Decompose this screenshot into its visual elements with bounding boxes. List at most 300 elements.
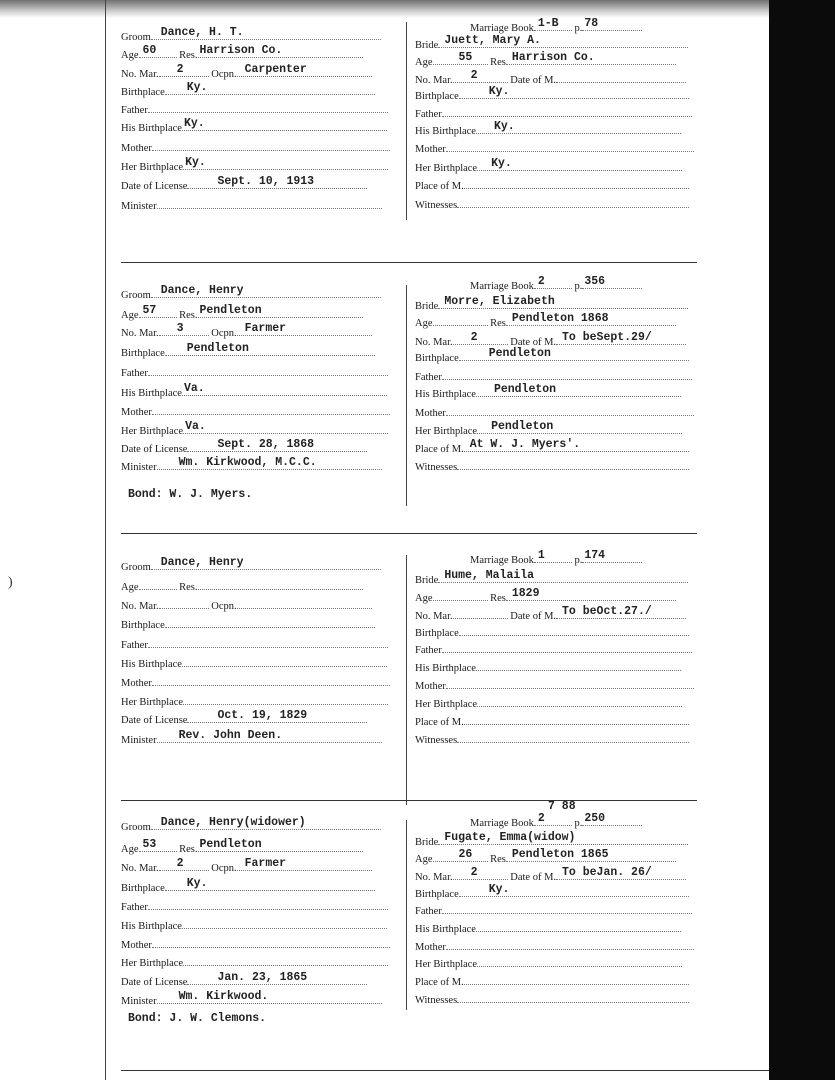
field-label: Marriage Book — [470, 23, 534, 34]
dotted-fill — [464, 713, 689, 725]
dotted-fill — [182, 917, 387, 929]
page-left-border — [105, 0, 106, 1080]
bride-birthplace: Ky. — [488, 883, 510, 896]
bride-age-row — [415, 314, 676, 330]
scan-top-shadow — [0, 0, 769, 18]
record-separator — [121, 262, 697, 263]
field-label: Ocpn. — [211, 328, 237, 339]
dotted-fill — [151, 28, 381, 40]
groom-minister: Rev. John Deen. — [178, 729, 283, 742]
groom-nomar-row — [121, 324, 372, 340]
field-label: Age — [415, 854, 433, 865]
field-label: Mother — [121, 143, 152, 154]
groom-minister: Wm. Kirkwood, M.C.C. — [178, 456, 317, 469]
groom-minister: Wm. Kirkwood. — [178, 990, 269, 1003]
dotted-fill — [582, 19, 642, 31]
dotted-fill — [476, 385, 681, 397]
dotted-fill — [157, 731, 382, 743]
dotted-fill — [582, 277, 642, 289]
groom-age-row — [121, 46, 363, 62]
groom-nomar-row — [121, 859, 372, 875]
margin-mark: ) — [8, 575, 13, 590]
bride-his-birthplace-row — [415, 659, 681, 675]
groom-ocpn: Farmer — [244, 857, 287, 870]
field-label: Her Birthplace — [415, 699, 478, 710]
dotted-fill — [157, 458, 382, 470]
groom-license-row — [121, 177, 367, 193]
page-annotation: 7 88 — [548, 800, 576, 813]
dotted-fill — [556, 71, 686, 83]
dotted-fill — [237, 65, 372, 77]
dotted-fill — [453, 71, 508, 83]
field-label: No. Mar. — [415, 75, 453, 86]
field-label: Mother — [415, 144, 446, 155]
field-label: Witnesses — [415, 200, 458, 211]
bride-mother-row — [415, 404, 694, 420]
marriage-book-page: 250 — [584, 812, 606, 825]
marriage-book-page: 174 — [584, 549, 606, 562]
field-label: Mother — [415, 408, 446, 419]
groom-her-birthplace: Ky. — [185, 156, 206, 169]
field-label: Groom — [121, 822, 151, 833]
field-label: Father — [415, 109, 442, 120]
groom-mother-row — [121, 936, 390, 952]
groom-res: Pendleton — [199, 304, 262, 317]
field-label: Mother — [415, 681, 446, 692]
bride-his-birthplace: Ky. — [493, 120, 515, 133]
field-label: Age — [415, 57, 433, 68]
groom-his-birthplace: Ky. — [183, 117, 205, 130]
field-label: Bride — [415, 301, 439, 312]
bride-age: 55 — [458, 51, 473, 64]
bride-birthplace-row — [415, 885, 689, 901]
bride-witnesses-row — [415, 458, 689, 474]
field-label: Res. — [179, 310, 198, 321]
dotted-fill — [477, 955, 682, 967]
groom-res: Pendleton — [199, 838, 262, 851]
bride-his-birthplace-row — [415, 122, 681, 138]
groom-age: 53 — [142, 838, 157, 851]
field-label: Her Birthplace — [121, 426, 184, 437]
dotted-fill — [459, 885, 689, 897]
groom-father-row — [121, 364, 388, 380]
groom-mother-row — [121, 403, 390, 419]
field-label: Father — [415, 906, 442, 917]
dotted-fill — [453, 868, 508, 880]
dotted-fill — [159, 324, 209, 336]
field-label: Marriage Book — [470, 555, 534, 566]
dotted-fill — [183, 954, 388, 966]
dotted-fill — [534, 19, 572, 31]
bride-place-row — [415, 713, 689, 729]
field-label: Minister — [121, 201, 157, 212]
dotted-fill — [457, 196, 689, 208]
field-label: Minister — [121, 735, 157, 746]
dotted-fill — [187, 711, 367, 723]
groom-row — [121, 558, 381, 574]
dotted-fill — [453, 333, 508, 345]
field-label: Date of License — [121, 977, 188, 988]
field-label: Res — [490, 593, 506, 604]
field-label: Father — [415, 372, 442, 383]
groom-nomar-row — [121, 65, 372, 81]
dotted-fill — [534, 277, 572, 289]
bond-value: J. W. Clemons. — [169, 1012, 267, 1025]
field-label: Ocpn. — [211, 69, 237, 80]
field-label: Groom — [121, 290, 151, 301]
dotted-fill — [438, 833, 688, 845]
dotted-fill — [477, 695, 682, 707]
bride-witnesses-row — [415, 991, 689, 1007]
dotted-fill — [442, 368, 692, 380]
dotted-fill — [433, 314, 488, 326]
bride-mother-row — [415, 140, 694, 156]
dotted-fill — [182, 384, 387, 396]
bride-place-row — [415, 440, 689, 456]
field-label: Witnesses — [415, 735, 458, 746]
bride-no-mar: 2 — [470, 69, 478, 82]
marriage-book-number: 1 — [537, 549, 545, 562]
dotted-fill — [534, 551, 572, 563]
bride-birthplace: Pendleton — [488, 347, 551, 360]
field-label: His Birthplace — [415, 663, 476, 674]
dotted-fill — [148, 636, 388, 648]
dotted-fill — [582, 551, 642, 563]
dotted-fill — [159, 65, 209, 77]
dotted-fill — [506, 314, 676, 326]
dotted-fill — [187, 177, 367, 189]
bride-her-birthplace-row — [415, 695, 682, 711]
field-label: No. Mar. — [415, 872, 453, 883]
field-label: Place of M. — [415, 977, 464, 988]
groom-birthplace: Ky. — [186, 81, 208, 94]
dotted-fill — [476, 920, 681, 932]
dotted-fill — [506, 53, 676, 65]
groom-no-mar: 3 — [176, 322, 184, 335]
field-label: Father — [121, 105, 148, 116]
bride-mother-row — [415, 677, 694, 693]
dotted-fill — [139, 46, 177, 58]
bride-place-row — [415, 177, 689, 193]
bride-witnesses-row — [415, 731, 689, 747]
groom-name: Dance, H. T. — [160, 26, 244, 39]
field-label: p. — [574, 555, 583, 566]
field-label: His Birthplace — [415, 389, 476, 400]
groom-his-birthplace-row — [121, 119, 387, 135]
groom-ocpn: Farmer — [244, 322, 287, 335]
bride-her-birthplace-row — [415, 955, 682, 971]
dotted-fill — [453, 607, 508, 619]
groom-his-birthplace-row — [121, 384, 387, 400]
groom-birthplace-row — [121, 879, 375, 895]
field-label: No. Mar. — [415, 337, 453, 348]
field-label: Her Birthplace — [121, 162, 184, 173]
field-label: Father — [121, 368, 148, 379]
groom-mother-row — [121, 139, 390, 155]
dotted-fill — [433, 850, 488, 862]
dotted-fill — [139, 578, 177, 590]
field-label: Res — [490, 57, 506, 68]
bride-her-birthplace-row — [415, 422, 682, 438]
field-label: Birthplace — [415, 91, 459, 102]
groom-license-row — [121, 440, 367, 456]
dotted-fill — [442, 105, 692, 117]
field-label: His Birthplace — [415, 126, 476, 137]
bride-age-row — [415, 850, 676, 866]
groom-date-of-license: Sept. 10, 1913 — [217, 175, 315, 188]
dotted-fill — [556, 333, 686, 345]
dotted-fill — [157, 197, 382, 209]
groom-date-of-license: Oct. 19, 1829 — [217, 709, 308, 722]
column-divider — [406, 820, 407, 1010]
field-label: Birthplace — [415, 889, 459, 900]
marriage-book-row — [470, 551, 642, 567]
groom-row — [121, 28, 381, 44]
bride-date-of-m: To beOct.27./ — [562, 605, 652, 618]
bride-witnesses-row — [415, 196, 689, 212]
field-label: Witnesses — [415, 462, 458, 473]
dotted-fill — [139, 840, 177, 852]
field-label: Date of License — [121, 444, 188, 455]
dotted-fill — [237, 597, 372, 609]
dotted-fill — [556, 607, 686, 619]
field-label: Groom — [121, 32, 151, 43]
bride-name: Hume, Malaila — [444, 569, 535, 582]
field-label: Minister — [121, 462, 157, 473]
field-label: Place of M. — [415, 181, 464, 192]
dotted-fill — [438, 297, 688, 309]
field-label: Bride — [415, 40, 439, 51]
groom-no-mar: 2 — [176, 63, 184, 76]
dotted-fill — [237, 324, 372, 336]
bride-res: 1829 — [511, 587, 540, 600]
dotted-fill — [152, 936, 390, 948]
field-label: No. Mar. — [121, 69, 159, 80]
field-label: Witnesses — [415, 995, 458, 1006]
field-label: Her Birthplace — [415, 959, 478, 970]
field-label: Ocpn. — [211, 863, 237, 874]
groom-name: Dance, Henry — [160, 556, 244, 569]
field-label: Father — [121, 640, 148, 651]
field-label: Birthplace — [121, 87, 165, 98]
field-label: Marriage Book — [470, 281, 534, 292]
groom-father-row — [121, 101, 388, 117]
dotted-fill — [457, 458, 689, 470]
groom-minister-row — [121, 731, 382, 747]
field-label: Res. — [179, 50, 198, 61]
field-label: His Birthplace — [121, 921, 182, 932]
field-label: No. Mar. — [121, 328, 159, 339]
groom-mother-row — [121, 674, 390, 690]
groom-no-mar: 2 — [176, 857, 184, 870]
groom-age-row — [121, 840, 363, 856]
field-label: Birthplace — [415, 628, 459, 639]
field-label: Her Birthplace — [121, 697, 184, 708]
field-label: Father — [121, 902, 148, 913]
dotted-fill — [198, 840, 363, 852]
bride-date-of-m: To beJan. 26/ — [562, 866, 652, 879]
bride-birthplace: Ky. — [488, 85, 510, 98]
bride-nomar-row — [415, 868, 686, 884]
bride-name: Morre, Elizabeth — [444, 295, 555, 308]
field-label: Res. — [179, 844, 198, 855]
field-label: p. — [574, 23, 583, 34]
dotted-fill — [459, 624, 689, 636]
bride-age-row — [415, 589, 676, 605]
marriage-book-number: 1-B — [537, 17, 559, 30]
bride-res: Harrison Co. — [511, 51, 595, 64]
bride-her-birthplace: Pendleton — [491, 420, 554, 433]
dotted-fill — [237, 859, 372, 871]
dotted-fill — [442, 641, 692, 653]
dotted-fill — [446, 677, 694, 689]
bond-note — [128, 488, 252, 501]
bride-age-row — [415, 53, 676, 69]
groom-birthplace-row — [121, 616, 375, 632]
dotted-fill — [464, 973, 689, 985]
bride-name: Fugate, Emma(widow) — [444, 831, 576, 844]
groom-row — [121, 286, 381, 302]
groom-birthplace-row — [121, 344, 375, 360]
dotted-fill — [165, 83, 375, 95]
dotted-fill — [152, 403, 390, 415]
groom-his-birthplace: Va. — [183, 382, 205, 395]
field-label: p. — [574, 818, 583, 829]
field-label: Place of M. — [415, 444, 464, 455]
bride-place-row — [415, 973, 689, 989]
bride-her-birthplace: Ky. — [491, 157, 512, 170]
dotted-fill — [457, 991, 689, 1003]
dotted-fill — [183, 158, 388, 170]
field-label: Groom — [121, 562, 151, 573]
dotted-fill — [151, 286, 381, 298]
bride-no-mar: 2 — [470, 331, 478, 344]
bride-mother-row — [415, 938, 694, 954]
dotted-fill — [459, 87, 689, 99]
groom-age: 60 — [142, 44, 157, 57]
field-label: Place of M. — [415, 717, 464, 728]
groom-birthplace: Ky. — [186, 877, 208, 890]
field-label: Date of M. — [510, 75, 557, 86]
marriage-book-page: 78 — [584, 17, 599, 30]
bride-row — [415, 571, 688, 587]
groom-his-birthplace-row — [121, 917, 387, 933]
dotted-fill — [183, 693, 388, 705]
bride-date-of-m: To beSept.29/ — [562, 331, 652, 344]
dotted-fill — [165, 616, 375, 628]
dotted-fill — [476, 122, 681, 134]
dotted-fill — [198, 578, 363, 590]
column-divider — [406, 22, 407, 220]
groom-her-birthplace-row — [121, 954, 388, 970]
dotted-fill — [438, 571, 688, 583]
dotted-fill — [476, 659, 681, 671]
dotted-fill — [464, 440, 689, 452]
field-label: His Birthplace — [121, 659, 182, 670]
groom-her-birthplace-row — [121, 158, 388, 174]
bride-father-row — [415, 902, 692, 918]
groom-age: 57 — [142, 304, 157, 317]
dotted-fill — [477, 422, 682, 434]
groom-age-row — [121, 578, 363, 594]
field-label: Minister — [121, 996, 157, 1007]
groom-license-row — [121, 711, 367, 727]
bride-her-birthplace-row — [415, 159, 682, 175]
bond-value: W. J. Myers. — [169, 488, 253, 501]
marriage-book-number: 2 — [537, 812, 545, 825]
bond-label: Bond: — [128, 488, 163, 501]
field-label: His Birthplace — [121, 388, 182, 399]
groom-birthplace: Pendleton — [186, 342, 249, 355]
bride-nomar-row — [415, 607, 686, 623]
dotted-fill — [152, 674, 390, 686]
field-label: Birthplace — [121, 883, 165, 894]
dotted-fill — [442, 902, 692, 914]
bride-his-birthplace-row — [415, 920, 681, 936]
field-label: Date of M. — [510, 611, 557, 622]
groom-age-row — [121, 306, 363, 322]
dotted-fill — [159, 597, 209, 609]
groom-her-birthplace-row — [121, 693, 388, 709]
field-label: Age — [121, 310, 139, 321]
groom-minister-row — [121, 197, 382, 213]
field-label: Her Birthplace — [415, 163, 478, 174]
marriage-book-number: 2 — [537, 275, 545, 288]
dotted-fill — [464, 177, 689, 189]
field-label: Marriage Book — [470, 818, 534, 829]
field-label: Birthplace — [121, 620, 165, 631]
bride-his-birthplace: Pendleton — [493, 383, 557, 396]
groom-res: Harrison Co. — [199, 44, 283, 57]
groom-name: Dance, Henry(widower) — [160, 816, 306, 829]
bride-birthplace-row — [415, 87, 689, 103]
dotted-fill — [477, 159, 682, 171]
bride-age: 26 — [458, 848, 473, 861]
dotted-fill — [165, 344, 375, 356]
marriage-book-row — [470, 277, 642, 293]
field-label: Bride — [415, 837, 439, 848]
bride-father-row — [415, 105, 692, 121]
field-label: Her Birthplace — [121, 958, 184, 969]
groom-minister-row — [121, 992, 382, 1008]
field-label: Date of License — [121, 181, 188, 192]
dotted-fill — [148, 898, 388, 910]
field-label: Mother — [121, 678, 152, 689]
field-label: Mother — [415, 942, 446, 953]
marriage-book-page: 356 — [584, 275, 606, 288]
field-label: Res — [490, 854, 506, 865]
field-label: His Birthplace — [415, 924, 476, 935]
dotted-fill — [457, 731, 689, 743]
record-separator — [121, 800, 697, 801]
field-label: Father — [415, 645, 442, 656]
dotted-fill — [151, 558, 381, 570]
field-label: Mother — [121, 407, 152, 418]
dotted-fill — [183, 422, 388, 434]
dotted-fill — [159, 859, 209, 871]
dotted-fill — [446, 404, 694, 416]
dotted-fill — [157, 992, 382, 1004]
field-label: Date of M. — [510, 872, 557, 883]
dotted-fill — [148, 364, 388, 376]
record-separator — [121, 533, 697, 534]
dotted-fill — [459, 349, 689, 361]
field-label: Mother — [121, 940, 152, 951]
dotted-fill — [506, 589, 676, 601]
groom-date-of-license: Sept. 28, 1868 — [217, 438, 315, 451]
field-label: No. Mar. — [121, 863, 159, 874]
dotted-fill — [433, 53, 488, 65]
